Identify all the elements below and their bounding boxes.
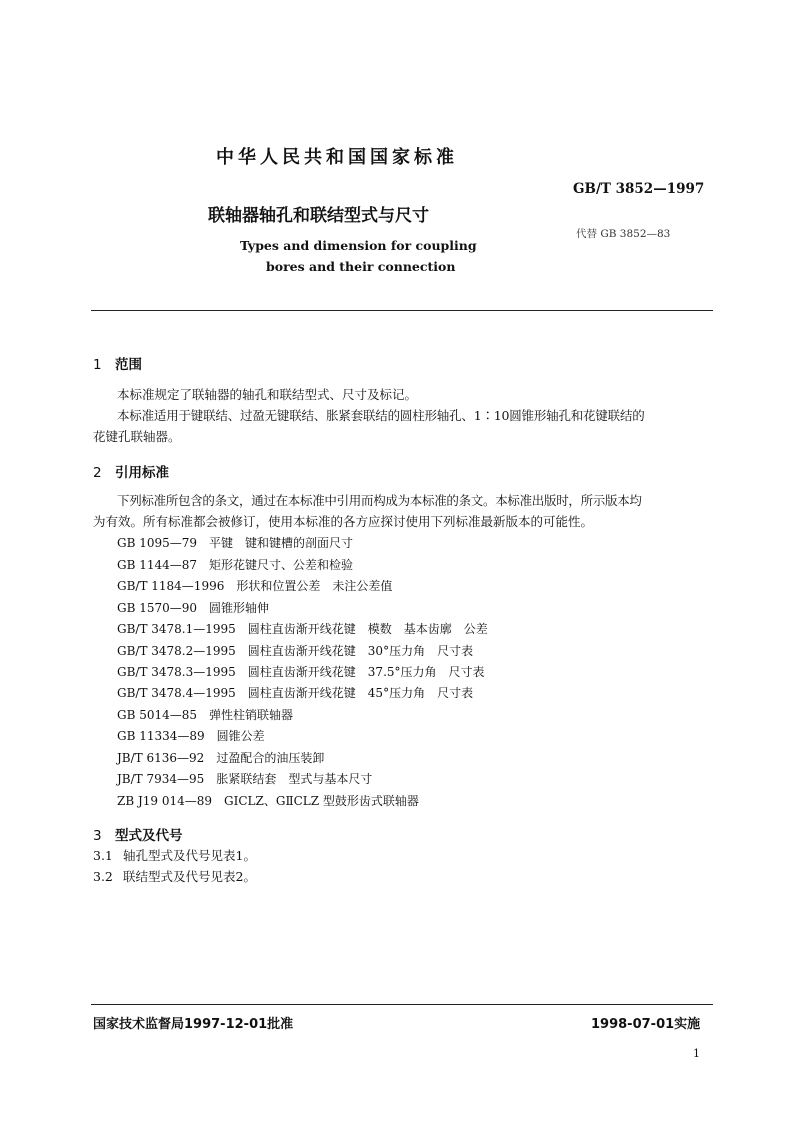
- ref-title: 圆柱直齿渐开线花键 30°压力角 尺寸表: [247, 644, 474, 658]
- clause-number: 3.1: [93, 848, 113, 863]
- reference-item: [117, 792, 419, 809]
- clause-3-2: [93, 866, 256, 887]
- s1-para-2: 本标准适用于键联结、过盈无键联结、胀紧套联结的圆柱形轴孔、1∶10圆锥形轴孔和花键联结的: [117, 408, 645, 423]
- page-number: 1: [693, 1047, 700, 1060]
- clause-number: 3.2: [93, 869, 113, 884]
- s1-para-3: 花键孔联轴器。: [93, 429, 181, 444]
- reference-item: [117, 620, 488, 637]
- ref-title: 胀紧联结套 型式与基本尺寸: [216, 772, 373, 786]
- ref-code: GB/T 1184—1996: [117, 579, 225, 593]
- section-number: 3: [93, 828, 102, 844]
- ref-code: GB 1570—90: [117, 601, 198, 615]
- section-3-heading: [93, 824, 183, 844]
- reference-item: [117, 599, 269, 616]
- replaces-note: 代替 GB 3852—83: [576, 228, 671, 240]
- ref-code: GB/T 3478.1—1995: [117, 622, 236, 636]
- clause-text: 联结型式及代号见表2。: [123, 869, 256, 884]
- ref-code: GB/T 3478.2—1995: [117, 644, 236, 658]
- en-title-line2: bores and their connection: [266, 259, 456, 274]
- reference-item: [117, 577, 392, 594]
- ref-code: JB/T 7934—95: [117, 772, 205, 786]
- section-title: 范围: [115, 357, 142, 373]
- ref-title: 形状和位置公差 未注公差值: [236, 579, 393, 593]
- reference-item: [117, 534, 353, 551]
- ref-code: ZB J19 014—89: [117, 794, 213, 808]
- implementation-date: 1998-07-01实施: [591, 1017, 701, 1032]
- section-2-heading: [93, 461, 169, 481]
- org-title: 中华人民共和国国家标准: [216, 147, 458, 168]
- cn-title: 联轴器轴孔和联结型式与尺寸: [208, 206, 429, 226]
- reference-item: [117, 642, 473, 659]
- clause-3-1: [93, 845, 256, 866]
- ref-title: 圆锥形轴伸: [209, 601, 270, 615]
- section-number: 2: [93, 465, 102, 481]
- ref-title: GⅠCLZ、GⅡCLZ 型鼓形齿式联轴器: [224, 794, 419, 808]
- en-title-line1: Types and dimension for coupling: [240, 238, 477, 253]
- reference-item: [117, 663, 485, 680]
- reference-item: [117, 727, 265, 744]
- ref-title: 平键 键和键槽的剖面尺寸: [209, 536, 354, 550]
- ref-title: 圆锥公差: [216, 729, 265, 743]
- section-1-heading: [93, 353, 142, 373]
- s2-para-2: 为有效。所有标准都会被修订，使用本标准的各方应探讨使用下列标准最新版本的可能性。: [93, 514, 594, 529]
- section-number: 1: [93, 357, 102, 373]
- ref-code: GB/T 3478.4—1995: [117, 686, 236, 700]
- section-title: 引用标准: [115, 465, 169, 481]
- ref-title: 圆柱直齿渐开线花键 37.5°压力角 尺寸表: [247, 665, 485, 679]
- ref-title: 圆柱直齿渐开线花键 45°压力角 尺寸表: [247, 686, 474, 700]
- ref-title: 弹性柱销联轴器: [209, 708, 294, 722]
- reference-item: [117, 556, 353, 573]
- ref-title: 矩形花键尺寸、公差和检验: [209, 558, 354, 572]
- ref-code: GB 5014—85: [117, 708, 198, 722]
- approval-note: 国家技术监督局1997-12-01批准: [93, 1017, 294, 1032]
- clause-text: 轴孔型式及代号见表1。: [123, 848, 256, 863]
- header-rule: [91, 310, 713, 311]
- footer-rule: [91, 1004, 713, 1005]
- ref-title: 过盈配合的油压装卸: [216, 751, 325, 765]
- standard-code: GB/T 3852—1997: [573, 181, 705, 197]
- ref-code: GB 1095—79: [117, 536, 198, 550]
- reference-item: [117, 684, 473, 701]
- ref-code: GB 1144—87: [117, 558, 198, 572]
- ref-code: JB/T 6136—92: [117, 751, 205, 765]
- section-title: 型式及代号: [115, 828, 183, 844]
- ref-code: GB/T 3478.3—1995: [117, 665, 236, 679]
- ref-title: 圆柱直齿渐开线花键 模数 基本齿廓 公差: [247, 622, 488, 636]
- s2-para-1: 下列标准所包含的条文，通过在本标准中引用而构成为本标准的条文。本标准出版时，所示版本均: [117, 493, 642, 508]
- s1-para-1: 本标准规定了联轴器的轴孔和联结型式、尺寸及标记。: [117, 387, 418, 402]
- reference-item: [117, 770, 372, 787]
- reference-item: [117, 706, 293, 723]
- ref-code: GB 11334—89: [117, 729, 205, 743]
- reference-item: [117, 749, 324, 766]
